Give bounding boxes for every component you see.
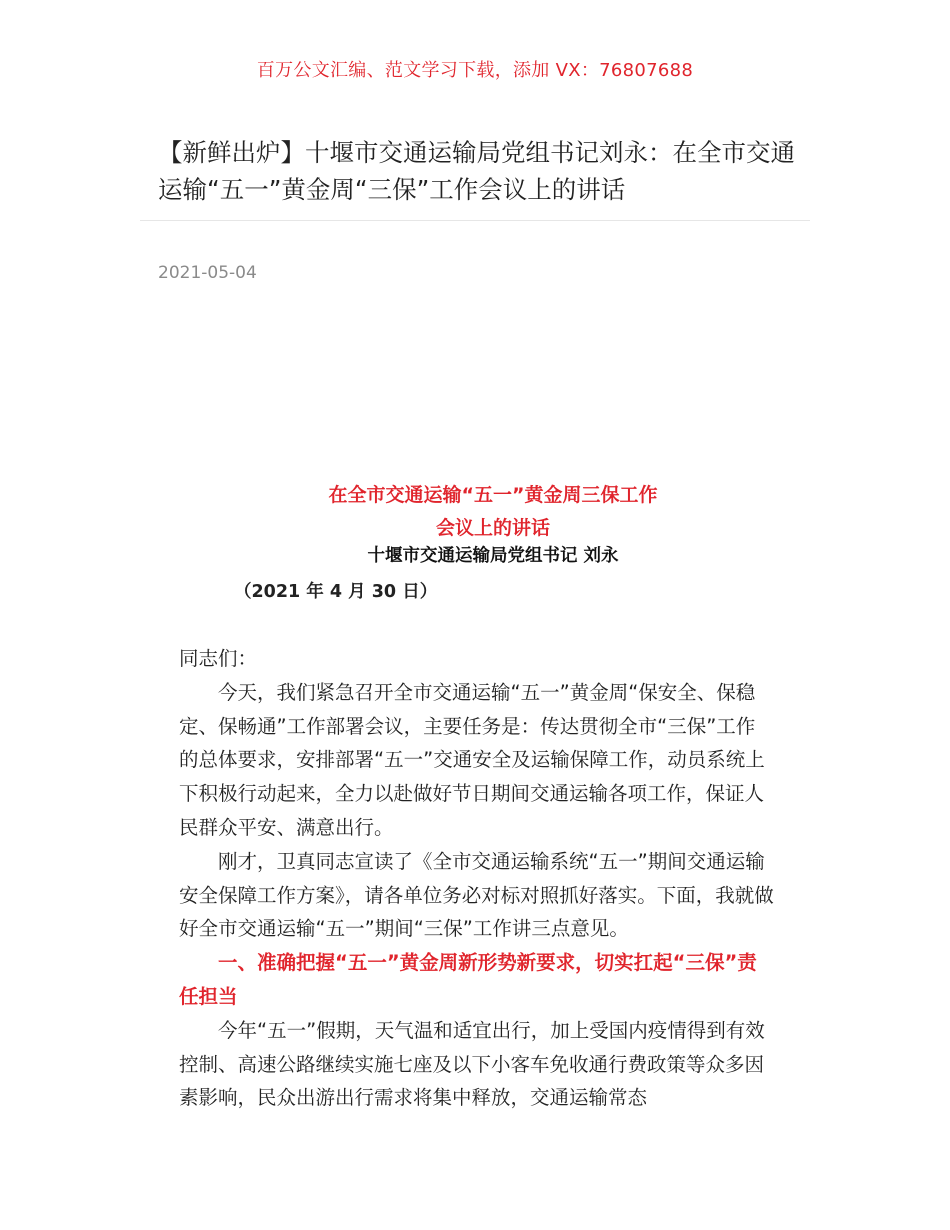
- speech-date: （2021 年 4 月 30 日）: [234, 582, 438, 602]
- speech-title-line1: 在全市交通运输“五一”黄金周三保工作: [328, 484, 658, 506]
- speech-title: [0, 479, 950, 545]
- speech-body: [179, 642, 774, 1115]
- article-title: 【新鲜出炉】十堰市交通运输局党组书记刘永：在全市交通运输“五一”黄金周“三保”工作会议上的讲话: [158, 138, 795, 204]
- section-heading: 一、准确把握“五一”黄金周新形势新要求，切实扛起“三保”责任担当: [179, 951, 757, 1008]
- speech-title-line2: 会议上的讲话: [435, 517, 550, 539]
- salutation: 同志们：: [179, 647, 258, 670]
- paragraph: 今年“五一”假期，天气温和适宜出行，加上受国内疫情得到有效控制、高速公路继续实施七座及以下小客车免收通行费政策等众多因素影响，民众出游出行需求将集中释放，交通运输常态: [179, 1018, 765, 1110]
- publish-date: 2021-05-04: [158, 263, 257, 283]
- promo-banner: 百万公文汇编、范文学习下载，添加 VX：76807688: [256, 60, 694, 81]
- speaker-line: 十堰市交通运输局党组书记 刘永: [367, 546, 619, 566]
- title-divider: [140, 220, 810, 221]
- paragraph: 今天，我们紧急召开全市交通运输“五一”黄金周“保安全、保稳定、保畅通”工作部署会议，主要任务是：传达贯彻全市“三保”工作的总体要求，安排部署“五一”交通安全及运输保障工作，动员系统上下积极行动起来，全力以赴做好节日期间交通运输各项工作，保证人民群众平安、满意出行。: [179, 680, 765, 839]
- paragraph: 刚才，卫真同志宣读了《全市交通运输系统“五一”期间交通运输安全保障工作方案》，请各单位务必对标对照抓好落实。下面，我就做好全市交通运输“五一”期间“三保”工作讲三点意见。: [179, 849, 774, 941]
